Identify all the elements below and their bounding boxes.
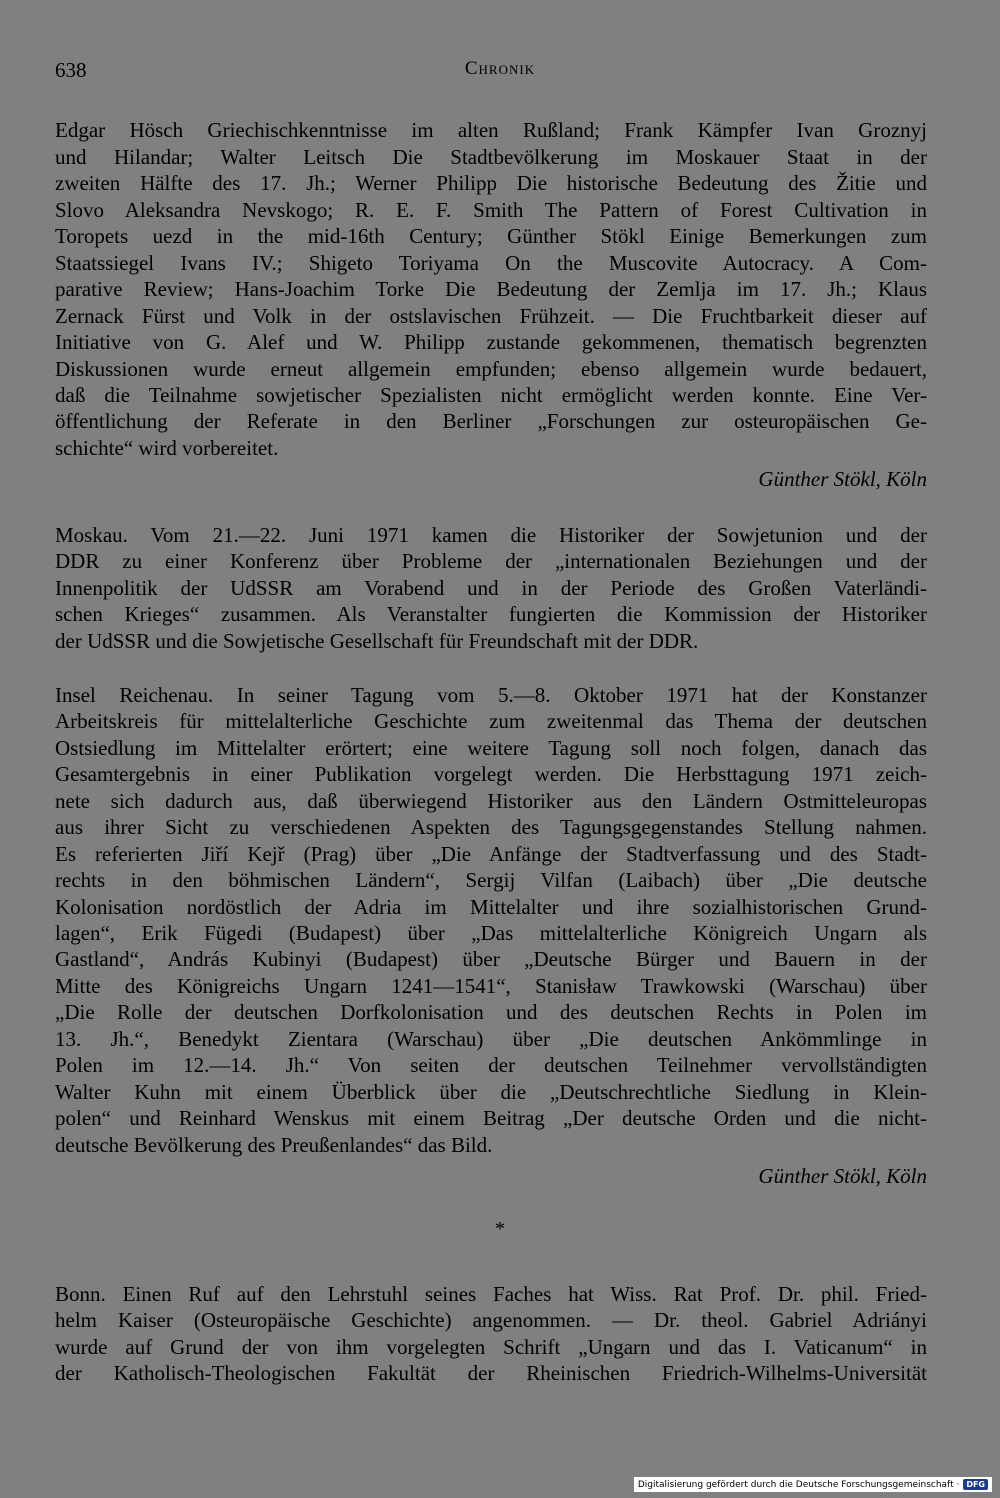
signature-2: Günther Stökl, Köln [758,1164,927,1188]
text-line: Staatssiegel Ivans IV.; Shigeto Toriyama On the Muscovite Autocracy. A Com- [55,251,927,275]
text-line: „Die Rolle der deutschen Dorfkolonisation und des deutschen Rechts in Polen im [55,1000,927,1024]
text-line: deutsche Bevölkerung des Preußenlandes“ das Bild. [55,1133,493,1157]
text-line: Es referierten Jiří Kejř (Prag) über „Die Anfänge der Stadtverfassung und des Stadt- [55,842,927,866]
text-line: Gastland“, András Kubinyi (Budapest) über „Deutsche Bürger und Bauern in der [55,947,927,971]
text-line: Kolonisation nordöstlich der Adria im Mittelalter und ihre sozialhistorischen Grund- [55,895,927,919]
text-line: und Hilandar; Walter Leitsch Die Stadtbevölkerung im Moskauer Staat in der [55,145,927,169]
footer-text: Digitalisierung gefördert durch die Deutsche Forschungsgemeinschaft · [637,1479,960,1490]
text-line: DDR zu einer Konferenz über Probleme der „internationalen Beziehungen und der [55,549,927,573]
text-line: Toropets uezd in the mid-16th Century; Günther Stökl Einige Bemerkungen zum [55,224,927,248]
text-line: Diskussionen wurde erneut allgemein empfunden; ebenso allgemein wurde bedauert, [55,357,927,381]
text-line: Gesamtergebnis in einer Publikation vorgelegt werden. Die Herbsttagung 1971 zeich- [55,762,927,786]
dfg-logo-icon: DFG [963,1479,988,1490]
text-line: 13. Jh.“, Benedykt Zientara (Warschau) über „Die deutschen Ankömmlinge in [55,1027,927,1051]
text-line: Bonn. Einen Ruf auf den Lehrstuhl seines Faches hat Wiss. Rat Prof. Dr. phil. Fried- [55,1282,927,1306]
text-line: Walter Kuhn mit einem Überblick über die „Deutschrechtliche Siedlung in Klein- [55,1080,927,1104]
text-line: Zernack Fürst und Volk in der ostslavischen Frühzeit. — Die Fruchtbarkeit dieser auf [55,304,927,328]
text-line: Innenpolitik der UdSSR am Vorabend und in der Periode des Großen Vaterländi- [55,576,927,600]
running-title: Chronik [464,58,536,79]
text-line: rechts in den böhmischen Ländern“, Sergij Vilfan (Laibach) über „Die deutsche [55,868,927,892]
text-line: Slovo Aleksandra Nevskogo; R. E. F. Smith The Pattern of Forest Cultivation in [55,198,927,222]
text-line: schen Krieges“ zusammen. Als Veranstalter fungierten die Kommission der Historiker [55,602,927,626]
text-line: Arbeitskreis für mittelalterliche Geschichte zum zweitenmal das Thema der deutschen [55,709,927,733]
text-line: polen“ und Reinhard Wenskus mit einem Beitrag „Der deutsche Orden und die nicht- [55,1106,927,1130]
signature-1: Günther Stökl, Köln [758,467,927,491]
page-number: 638 [55,58,87,82]
text-line: Ostsiedlung im Mittelalter erörtert; eine weitere Tagung soll noch folgen, danach das [55,736,927,760]
text-line: Edgar Hösch Griechischkenntnisse im alten Rußland; Frank Kämpfer Ivan Groznyj [55,118,927,142]
text-line: Mitte des Königreichs Ungarn 1241—1541“, Stanisław Trawkowski (Warschau) über [55,974,927,998]
text-line: der UdSSR und die Sowjetische Gesellschaft für Freundschaft mit der DDR. [55,629,699,653]
text-line: schichte“ wird vorbereitet. [55,436,279,460]
text-line: zweiten Hälfte des 17. Jh.; Werner Philipp Die historische Bedeutung des Žitie und [55,171,927,195]
text-line: helm Kaiser (Osteuropäische Geschichte) angenommen. — Dr. theol. Gabriel Adriányi [55,1308,927,1332]
text-line: nete sich dadurch aus, daß überwiegend Historiker aus den Ländern Ostmitteleuropas [55,789,927,813]
text-line: öffentlichung der Referate in den Berliner „Forschungen zur osteuropäischen Ge- [55,409,927,433]
text-line: aus ihrer Sicht zu verschiedenen Aspekten des Tagungsgegenstandes Stellung nahmen. [55,815,927,839]
section-separator: * [495,1218,505,1240]
text-line: daß die Teilnahme sowjetischer Spezialisten nicht ermöglicht werden konnte. Eine Ver- [55,383,927,407]
text-line: Insel Reichenau. In seiner Tagung vom 5.—8. Oktober 1971 hat der Konstanzer [55,683,927,707]
text-line: wurde auf Grund der von ihm vorgelegten Schrift „Ungarn und das I. Vaticanum“ in [55,1335,927,1359]
text-line: lagen“, Erik Fügedi (Budapest) über „Das mittelalterliche Königreich Ungarn als [55,921,927,945]
text-line: der Katholisch-Theologischen Fakultät der Rheinischen Friedrich-Wilhelms-Universität [55,1361,927,1385]
text-line: Polen im 12.—14. Jh.“ Von seiten der deutschen Teilnehmer vervollständigten [55,1053,927,1077]
text-line: Moskau. Vom 21.—22. Juni 1971 kamen die Historiker der Sowjetunion und der [55,523,927,547]
text-line: parative Review; Hans-Joachim Torke Die Bedeutung der Zemlja im 17. Jh.; Klaus [55,277,927,301]
footer-credit [634,1477,992,1492]
text-line: Initiative von G. Alef und W. Philipp zustande gekommenen, thematisch begrenzten [55,330,927,354]
